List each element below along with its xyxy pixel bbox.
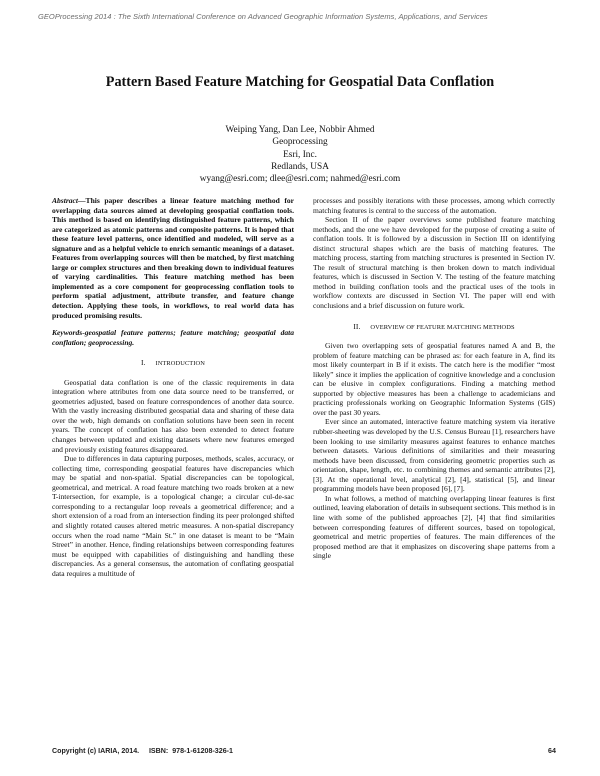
abstract-label: Abstract [52,196,78,205]
section-title: OVERVIEW OF FEATURE MATCHING METHODS [370,323,515,331]
affiliation-location: Redlands, USA [271,161,329,172]
author-names: Weiping Yang, Dan Lee, Nobbir Ahmed [225,125,375,135]
intro-paragraph-continued: processes and possibly iterations with these processes, among which correctly matching features is central to the success of the automation. [313,196,555,215]
keywords-label: Keywords- [52,328,85,338]
overview-paragraph-3: In what follows, a method of matching overlapping linear features is first outlined, leaving elaboration of details in subsequent sections. This method is in line with some of the published approaches [2], [4] that find similarities between corresponding features of different sources, based on topological, geometrical and metric properties of features. The main differences of the proposed method are that it emphasizes on discovering shape patterns from a single [313,493,555,561]
paper-title: Pattern Based Feature Matching for Geospatial Data Conflation [105,74,495,90]
affiliation-dept: Geoprocessing [272,137,328,148]
overview-paragraph-2: Ever since an automated, interactive feature matching system via iterative rubber-sheeting was developed by the U.S. Census Bureau [1], researchers have been looking to use similarity measures against features to enhance matches between datasets. Various definitions of similarities and their measuring methods have been discussed, from considering geometric properties such as orientation, shape, length, etc. to combining themes and semantic attributes [2], [3]. At the operational level, analytical [2], [4], statistical [5], and linear programming models have been proposed [6], [7]. [313,417,555,494]
section-heading-overview [313,322,555,333]
section-title: INTRODUCTION [155,360,205,368]
page-number: 64 [548,747,556,755]
affiliation-org: Esri, Inc. [283,149,317,160]
keywords-text: geospatial feature patterns; feature matching; geospatial data conflation; geoprocessing. [52,328,294,347]
left-column [52,196,294,578]
intro-paragraph-3: Section II of the paper overviews some published feature matching methods, and the one we have developed for the purpose of creating a suite of conflation tools. It is followed by a discussion in Section III on identifying distinct structural shapes which are the basis of matching features. The matching process, starting from matching structures is presented in Section IV. The result of structural matching is then broken down to match individual features, which is discussed in Section V. The testing of the feature matching method in building conflation tools and the practical uses of the tools in workflow contexts are discussed in Section VI. The paper will end with conclusions and a brief discussion on future work. [313,215,555,311]
intro-paragraph-1: Geospatial data conflation is one of the classic requirements in data integration where attributes from one data source need to be transferred, or geometries adjusted, based on feature correspondences of another data source. With the vastly increasing distributed geospatial data and sharing of these data over the web, high demands on conflation solutions have been seen in recent years. The concept of conflation has also been extended to detect feature changes between updated and existing datasets where new features emerged and previously existing features disappeared. [52,377,294,454]
overview-paragraph-1: Given two overlapping sets of geospatial features named A and B, the problem of feature matching can be phrased as: for each feature in A, find its most likely counterpart in B if it exists. The catch here is the modifier “most likely” since it implies the application of cognitive knowledge and a conclusion can be elusive in complex configurations. Finding a matching method supported by objective measures has been a challenge to academicians and practicing professionals working on Geographic Information Systems (GIS) over the past 30 years. [313,341,555,417]
author-block [0,124,600,185]
author-emails: wyang@esri.com; dlee@esri.com; nahmed@esri.com [199,174,401,185]
keywords [52,328,294,347]
conference-header: GEOProcessing 2014 : The Sixth International Conference on Advanced Geographic Information Systems, Applications, and Services [38,12,488,21]
abstract [52,196,294,320]
section-heading-introduction [52,358,294,369]
abstract-text: —This paper describes a linear feature matching method for overlapping data sources aimed at developing geospatial conflation tools. This method is based on identifying distinguished feature patterns, which are categorized as atomic patterns and composite patterns. It is hoped that these feature level patterns, once identified and modeled, will serve as a signature and as a helpful vehicle to enrich semantic meanings of a dataset. Features from overlapping sources will then be matched, by first matching large or complex structures and then breaking down to individual features of varying cardinalities. This feature matching method has been implemented as a core component for geoprocessing conflation tools to perform spatial adjustment, attribute transfer, and feature change detection. Applying these tools, in workflows, to real world data has produced promising results. [52,196,294,320]
section-number: I. [141,358,146,368]
section-number: II. [353,321,361,331]
intro-paragraph-2: Due to differences in data capturing purposes, methods, scales, accuracy, or collecting time, corresponding geospatial features have discrepancies which may be spatial and non-spatial. Spatial discrepancies can be topological, geometrical, and metrical. A road feature matching two roads broken at a new T-intersection, for example, is a topological change; a circular cul-de-sac corresponding to a rectangular loop reveals a geometrical difference; and a short extension of a road from an intersection finding its peer prolonged shifted and slightly rotated causes altered metric measures. A non-spatial discrepancy occurs when the road name “Main St.” in one dataset is meant to be “Main Street” in another. Hence, finding relationships between corresponding features must be equipped with capabilities of distinguishing and handling these discrepancies. As a general consensus, the automation of conflating geospatial data requires a multitude of [52,454,294,578]
copyright-footer: Copyright (c) IARIA, 2014. ISBN: 978-1-61208-326-1 [52,747,233,755]
right-column [313,196,555,561]
